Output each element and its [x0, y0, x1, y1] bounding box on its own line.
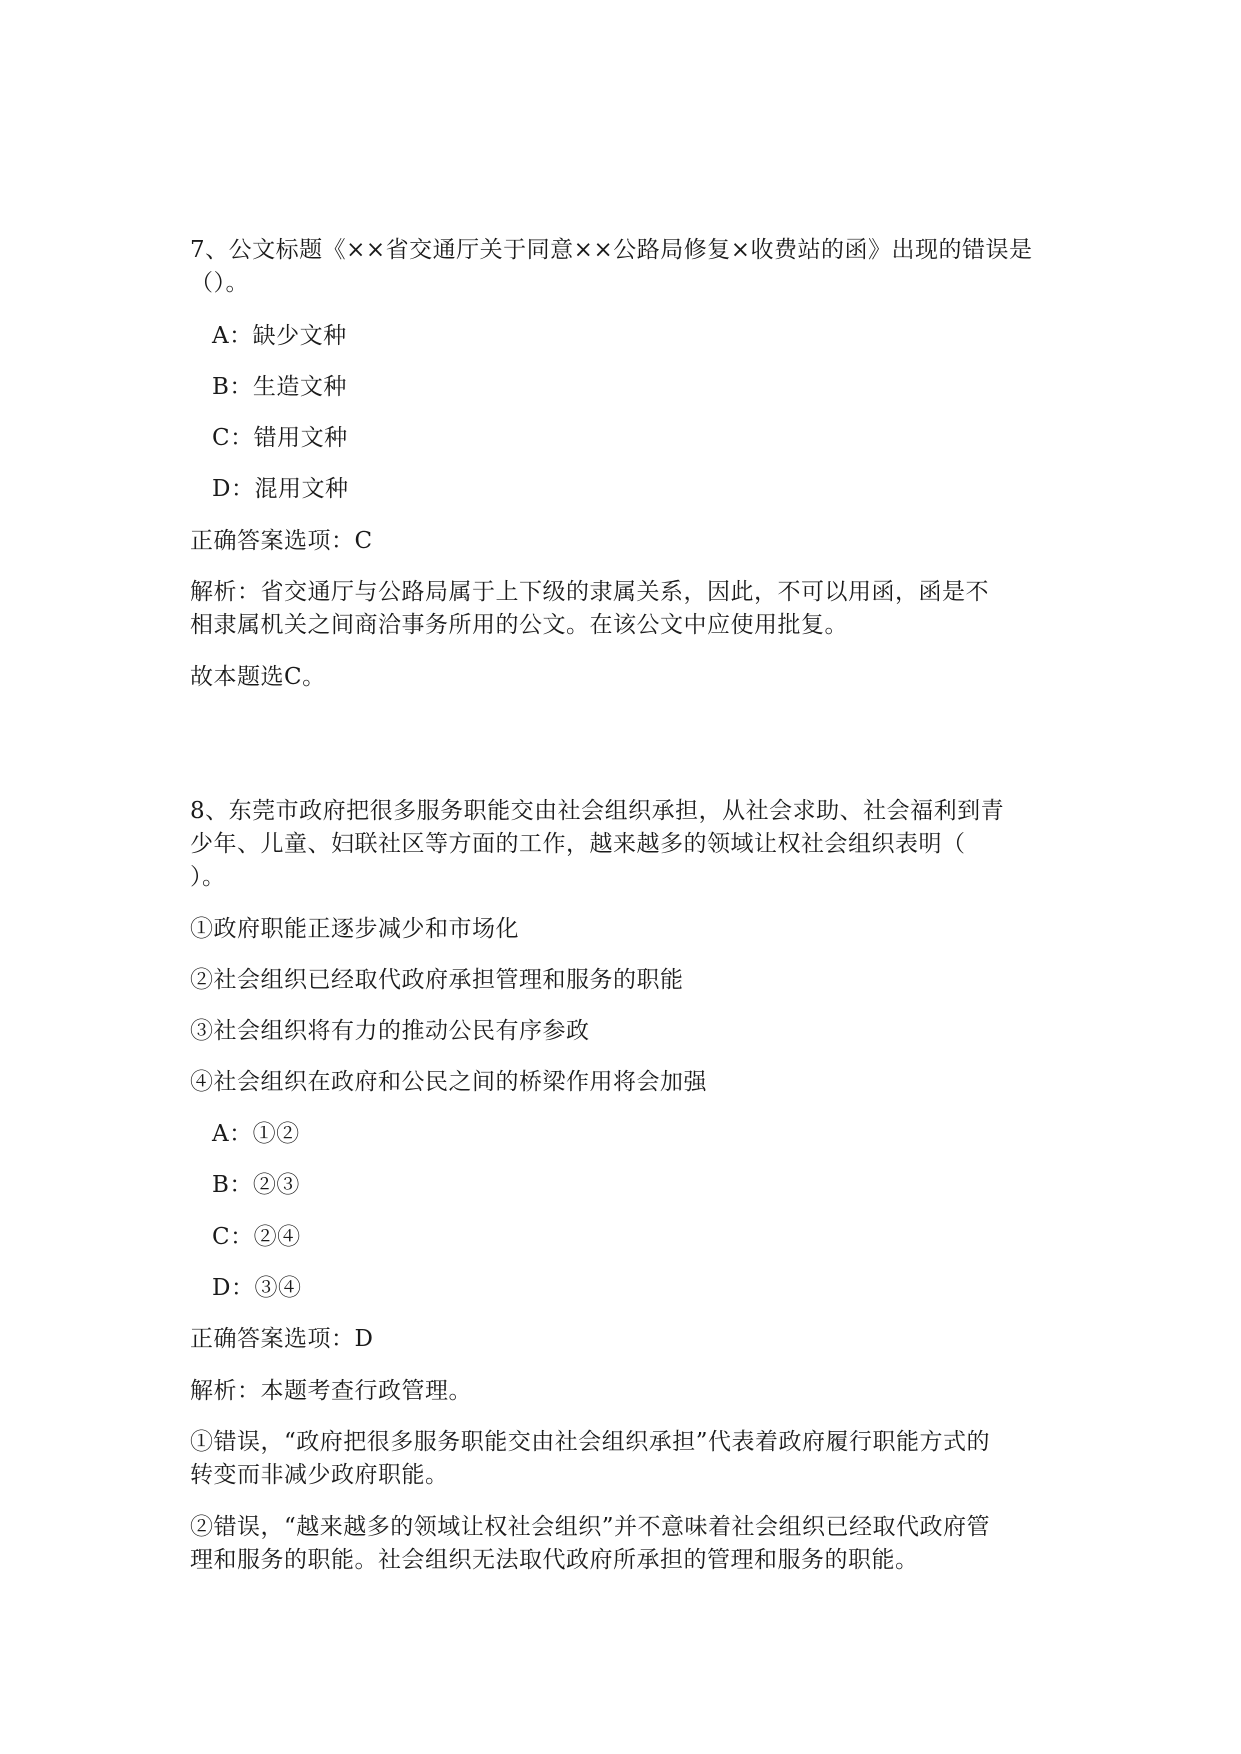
q8-stem-line-3: ）。	[190, 864, 226, 890]
q7-stem-line-1: 7、公文标题《××省交通厅关于同意××公路局修复×收费站的函》出现的错误是	[190, 237, 1033, 263]
q8-analysis-1-line-2: 转变而非减少政府职能。	[190, 1462, 449, 1488]
q7-conclusion: 故本题选C。	[190, 664, 326, 690]
q7-stem-line-2: （）。	[190, 270, 249, 296]
q7-option-d: D：混用文种	[212, 476, 349, 502]
q8-option-d: D：③④	[212, 1275, 302, 1301]
q8-statement-3: ③社会组织将有力的推动公民有序参政	[190, 1018, 590, 1044]
q8-statement-4: ④社会组织在政府和公民之间的桥梁作用将会加强	[190, 1069, 707, 1095]
q7-analysis-line-2: 相隶属机关之间商洽事务所用的公文。在该公文中应使用批复。	[190, 612, 848, 638]
q7-option-a: A：缺少文种	[212, 323, 347, 349]
q8-analysis-1-line-1: ①错误，“政府把很多服务职能交由社会组织承担”代表着政府履行职能方式的	[190, 1429, 991, 1455]
q8-option-b: B：②③	[212, 1172, 300, 1198]
q7-option-c: C：错用文种	[212, 425, 348, 451]
q8-stem-line-1: 8、东莞市政府把很多服务职能交由社会组织承担，从社会求助、社会福利到青	[190, 798, 1005, 824]
q8-stem-line-2: 少年、儿童、妇联社区等方面的工作，越来越多的领域让权社会组织表明（	[190, 831, 966, 857]
q7-option-b: B：生造文种	[212, 374, 347, 400]
q7-answer: 正确答案选项：C	[190, 528, 373, 554]
q8-analysis-2-line-2: 理和服务的职能。社会组织无法取代政府所承担的管理和服务的职能。	[190, 1547, 919, 1573]
q8-statement-1: ①政府职能正逐步减少和市场化	[190, 916, 519, 942]
q7-analysis-line-1: 解析：省交通厅与公路局属于上下级的隶属关系，因此，不可以用函，函是不	[190, 579, 989, 605]
q8-analysis-intro: 解析：本题考查行政管理。	[190, 1378, 472, 1404]
q8-option-a: A：①②	[212, 1121, 300, 1147]
q8-statement-2: ②社会组织已经取代政府承担管理和服务的职能	[190, 967, 684, 993]
q8-analysis-2-line-1: ②错误，“越来越多的领域让权社会组织”并不意味着社会组织已经取代政府管	[190, 1514, 991, 1540]
q8-option-c: C：②④	[212, 1224, 301, 1250]
q8-answer: 正确答案选项：D	[190, 1326, 374, 1352]
